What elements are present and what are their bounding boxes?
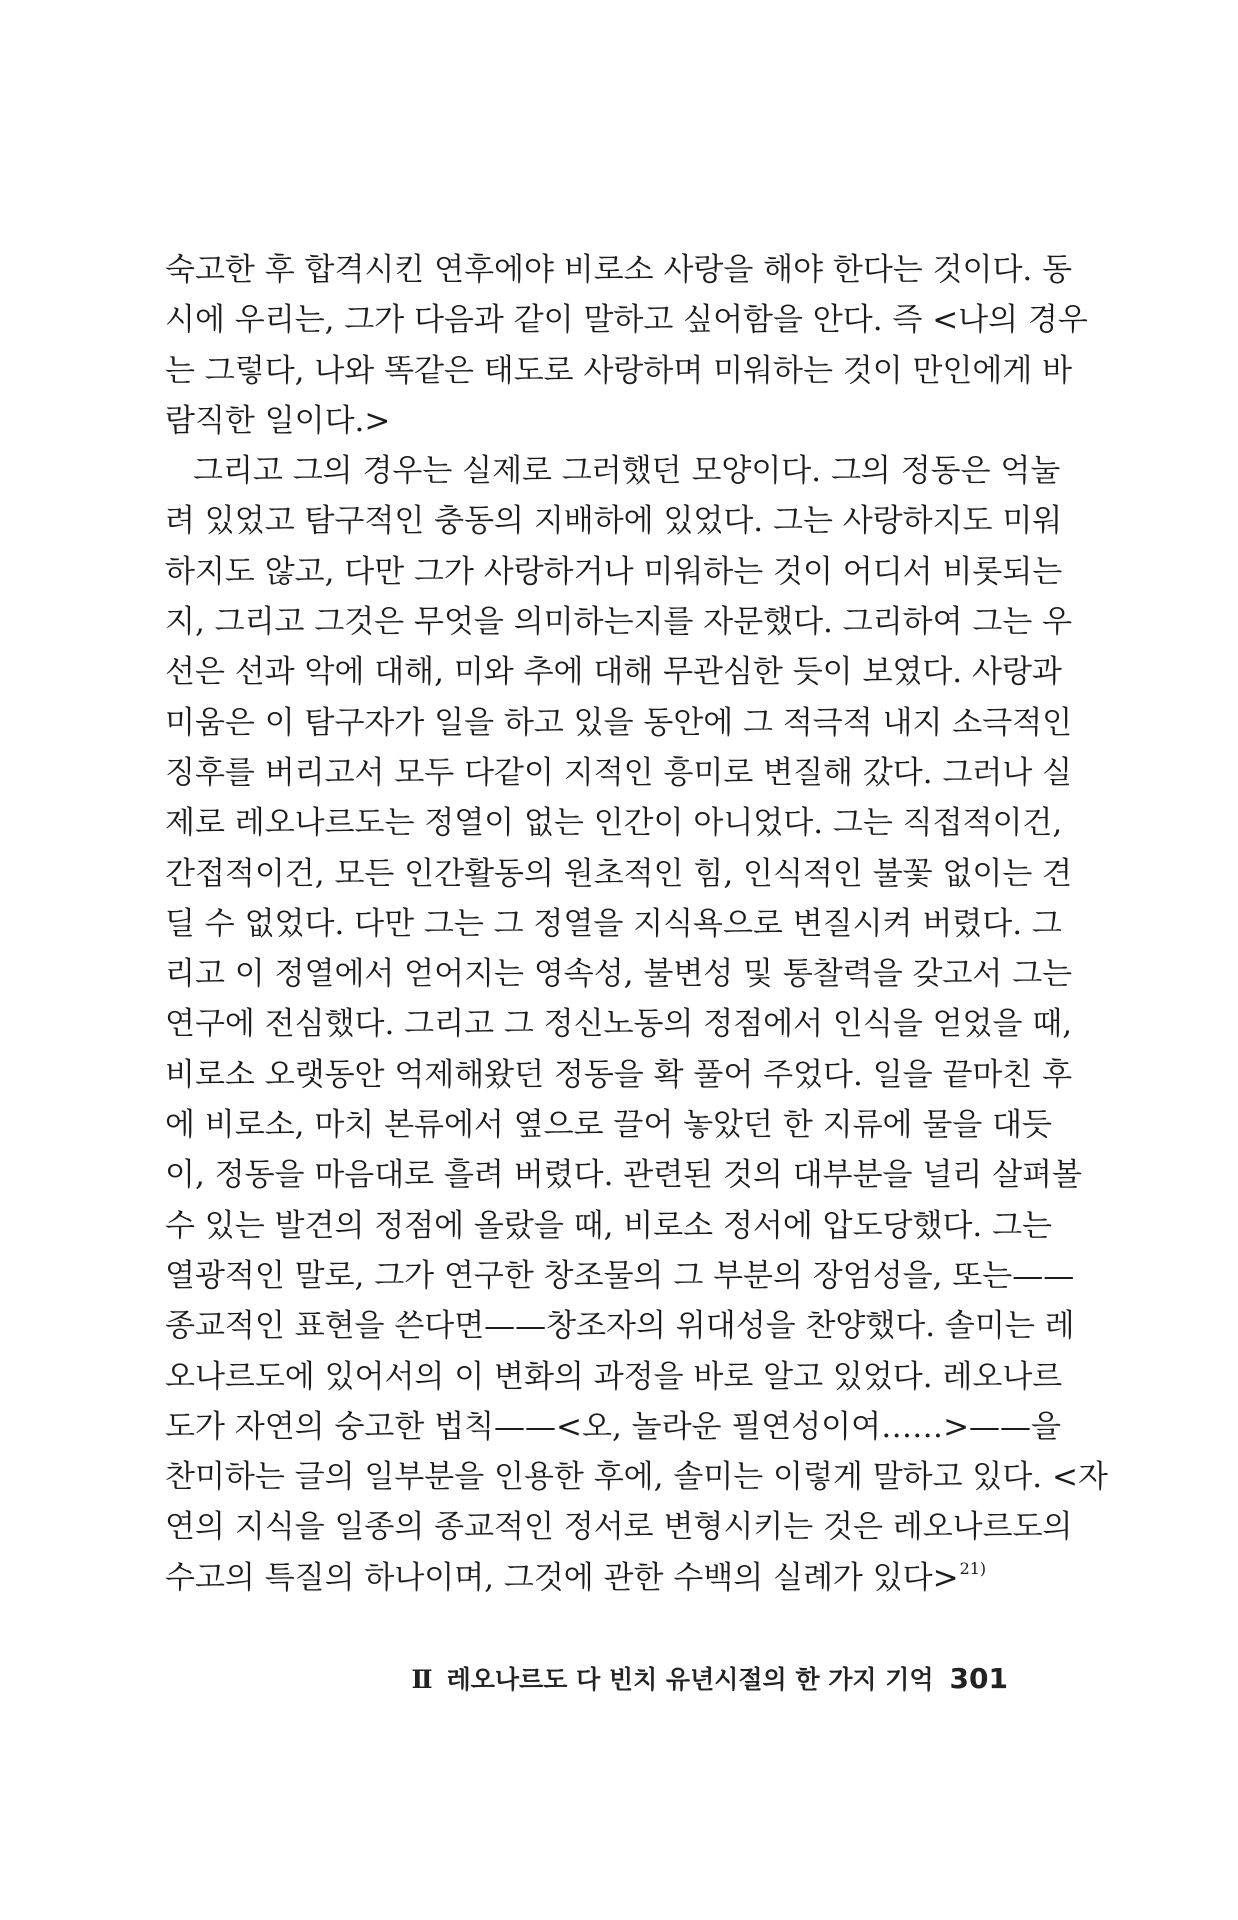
text-line: 미움은 이 탐구자가 일을 하고 있을 동안에 그 적극적 내지 소극적인: [165, 704, 1073, 741]
body-text: [165, 245, 1108, 1603]
text-line: 리고 이 정열에서 얻어지는 영속성, 불변성 및 통찰력을 갖고서 그는: [165, 956, 1073, 993]
text-line: 그리고 그의 경우는 실제로 그러했던 모양이다. 그의 정동은 억눌: [193, 453, 1061, 490]
text-line: 연구에 전심했다. 그리고 그 정신노동의 정점에서 인식을 얻었을 때,: [165, 1006, 1073, 1043]
text-line: 오나르도에 있어서의 이 변화의 과정을 바로 알고 있었다. 레오나르: [165, 1358, 1063, 1395]
text-line: 열광적인 말로, 그가 연구한 창조물의 그 부분의 장엄성을, 또는——: [165, 1257, 1075, 1294]
text-line: 종교적인 표현을 쓴다면——창조자의 위대성을 찬양했다. 솔미는 레: [165, 1308, 1075, 1345]
text-line: 간접적이건, 모든 인간활동의 원초적인 힘, 인식적인 불꽃 없이는 견: [165, 855, 1073, 892]
page-number: 301: [949, 1662, 1008, 1695]
text-line: 찬미하는 글의 일부분을 인용한 후에, 솔미는 이렇게 말하고 있다. <자: [165, 1459, 1108, 1496]
text-line: 연의 지식을 일종의 종교적인 정서로 변형시키는 것은 레오나르도의: [165, 1509, 1073, 1546]
text-line: 는 그렇다, 나와 똑같은 태도로 사랑하며 미워하는 것이 만인에게 바: [165, 352, 1073, 389]
text-line: 에 비로소, 마치 본류에서 옆으로 끌어 놓았던 한 지류에 물을 대듯: [165, 1107, 1052, 1144]
text-line: 하지도 않고, 다만 그가 사랑하거나 미워하는 것이 어디서 비롯되는: [165, 553, 1063, 590]
text-line: 제로 레오나르도는 정열이 없는 인간이 아니었다. 그는 직접적이건,: [165, 805, 1063, 842]
text-line: 딜 수 없었다. 다만 그는 그 정열을 지식욕으로 변질시켜 버렸다. 그: [165, 905, 1062, 942]
chapter-numeral: Ⅱ: [411, 1665, 433, 1694]
text-line: 이, 정동을 마음대로 흘려 버렸다. 관련된 것의 대부분을 널리 살펴볼: [165, 1157, 1082, 1194]
footnote-marker[interactable]: 21): [959, 1558, 987, 1578]
text-line: 도가 자연의 숭고한 법칙——<오, 놀라운 필연성이여……>——을: [165, 1408, 1061, 1445]
text-line-with-footnote: [165, 1553, 1045, 1603]
text-line: 수고의 특질의 하나이며, 그것에 관한 수백의 실례가 있다>: [165, 1559, 959, 1596]
text-line: 시에 우리는, 그가 다음과 같이 말하고 싶어함을 안다. 즉 <나의 경우: [165, 302, 1088, 339]
text-line: 려 있었고 탐구적인 충동의 지배하에 있었다. 그는 사랑하지도 미워: [165, 503, 1063, 540]
paragraph-2: [165, 446, 1108, 1603]
paragraph-1: [165, 245, 1088, 446]
text-line: 징후를 버리고서 모두 다같이 지적인 흥미로 변질해 갔다. 그러나 실: [165, 754, 1073, 791]
text-line: 숙고한 후 합격시킨 연후에야 비로소 사랑을 해야 한다는 것이다. 동: [165, 252, 1073, 288]
text-line: 선은 선과 악에 대해, 미와 추에 대해 무관심한 듯이 보였다. 사랑과: [165, 654, 1062, 691]
text-line: 비로소 오랫동안 억제해왔던 정동을 확 풀어 주었다. 일을 끝마친 후: [165, 1056, 1073, 1093]
text-line: 수 있는 발견의 정점에 올랐을 때, 비로소 정서에 압도당했다. 그는: [165, 1207, 1052, 1244]
text-line: 지, 그리고 그것은 무엇을 의미하는지를 자문했다. 그리하여 그는 우: [165, 604, 1073, 641]
text-line: 람직한 일이다.>: [165, 402, 391, 439]
running-footer: [0, 1660, 1008, 1696]
chapter-title: 레오나르도 다 빈치 유년시절의 한 가지 기억: [446, 1665, 934, 1694]
